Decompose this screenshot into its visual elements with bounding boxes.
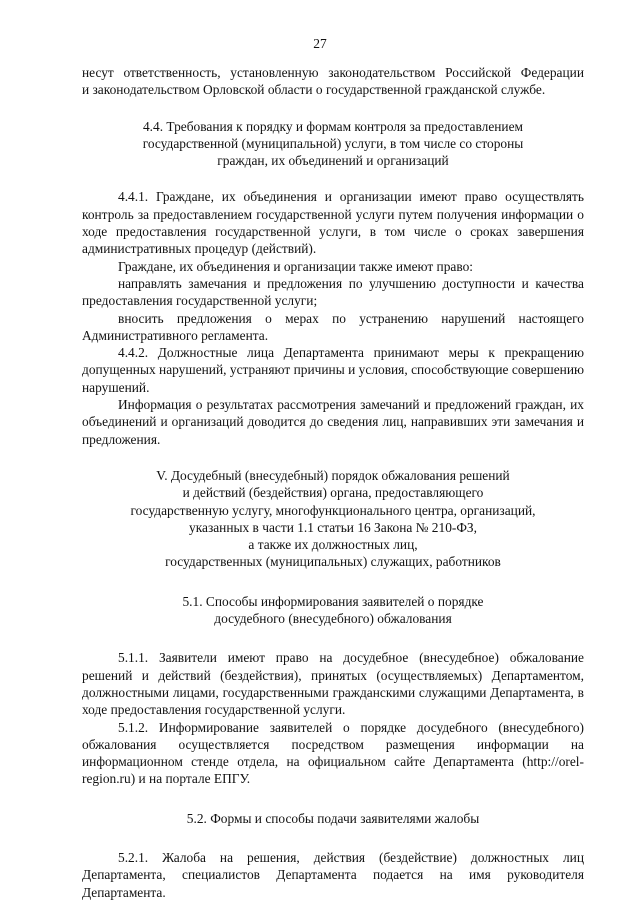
intro-line-2: и законодательством Орловской области о государственной гражданской службе. xyxy=(82,82,546,98)
page-number: 27 xyxy=(313,36,327,51)
heading-line: а также их должностных лиц, xyxy=(248,537,418,553)
heading-line: 4.4. Требования к порядку и формам контроля за предоставлением xyxy=(142,118,524,134)
section-5-2-heading: 5.2. Формы и способы подачи заявителями жалобы xyxy=(186,810,480,826)
paragraph-right-2: вносить предложения о мерах по устранению нарушений настоящего Административного регламента. xyxy=(82,310,584,343)
intro-line-1: несут ответственность, установленную законодательством Российской Федерации xyxy=(82,65,584,80)
paragraph-5-2-1: 5.2.1. Жалоба на решения, действия (бездействие) должностных лиц Департамента, специалистов Департамента подается на имя руководителя Департамента. xyxy=(82,849,584,900)
heading-line: государственную услугу, многофункционального центра, организаций, xyxy=(130,502,536,518)
section-v-heading xyxy=(82,467,584,571)
section-5-1-heading xyxy=(82,593,584,628)
paragraph-rights: Граждане, их объединения и организации также имеют право: xyxy=(118,258,473,274)
paragraph-right-1: направлять замечания и предложения по улучшению доступности и качества предоставления государственной услуги; xyxy=(82,275,584,309)
paragraph-4-4-1: 4.4.1. Граждане, их объединения и организации имеют право осуществлять контроль за предоставлением государственной услуги путем получения информации о ходе предоставления государственной услуги, в том числе о сроках завершения административных процедур (действий). xyxy=(82,189,584,257)
heading-line: 5.1. Способы информирования заявителей о порядке xyxy=(182,593,484,609)
paragraph-5-1-1: 5.1.1. Заявители имеют право на досудебное (внесудебное) обжалование решений и действий (бездействия), принятых (осуществляемых) Департаментом, должностными лицами, государственными гражданскими служащими Департамента, в ходе предоставления государственной услуги. xyxy=(82,650,584,718)
heading-line: досудебного (внесудебного) обжалования xyxy=(214,611,452,627)
document-body xyxy=(82,64,584,901)
section-4-4-heading xyxy=(82,118,584,170)
heading-line: V. Досудебный (внесудебный) порядок обжалования решений xyxy=(156,467,510,483)
heading-line: указанных в части 1.1 статьи 16 Закона № 210-ФЗ, xyxy=(189,519,477,535)
heading-line: государственной (муниципальной) услуги, в том числе со стороны xyxy=(142,135,524,151)
heading-line: государственных (муниципальных) служащих, работников xyxy=(165,554,501,570)
heading-line: граждан, их объединений и организаций xyxy=(217,153,449,169)
paragraph-info: Информация о результатах рассмотрения замечаний и предложений граждан, их объединений и организаций доводится до сведения лиц, направивших эти замечания и предложения. xyxy=(82,397,584,447)
heading-line: и действий (бездействия) органа, предоставляющего xyxy=(182,485,484,501)
paragraph-5-1-2: 5.1.2. Информирование заявителей о порядке досудебного (внесудебного) обжалования осуществляется посредством размещения информации на информационном стенде отдела, на официальном сайте Департамента (http://orel-region.ru) и на портале ЕПГУ. xyxy=(82,719,584,787)
paragraph-4-4-2: 4.4.2. Должностные лица Департамента принимают меры к прекращению допущенных нарушений, устраняют причины и условия, способствующие совершению нарушений. xyxy=(82,345,584,395)
